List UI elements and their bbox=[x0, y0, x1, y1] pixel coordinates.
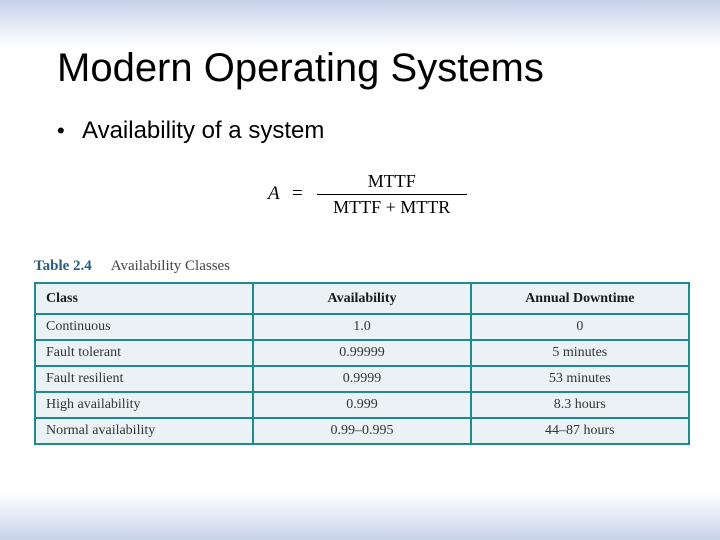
table-caption-title: Availability Classes bbox=[110, 258, 231, 274]
bottom-gradient-band bbox=[0, 492, 720, 540]
cell-annual-downtime: 5 minutes bbox=[471, 340, 689, 366]
header-class: Class bbox=[35, 283, 253, 314]
availability-formula bbox=[268, 170, 467, 218]
cell-availability: 0.999 bbox=[253, 392, 470, 418]
fraction-bar bbox=[317, 194, 467, 195]
cell-class: Continuous bbox=[35, 314, 253, 340]
cell-class: Normal availability bbox=[35, 418, 253, 444]
table-caption-number: Table 2.4 bbox=[34, 258, 92, 274]
cell-class: Fault resilient bbox=[35, 366, 253, 392]
cell-annual-downtime: 8.3 hours bbox=[471, 392, 689, 418]
bullet-dot-icon: • bbox=[57, 118, 65, 143]
header-annual-downtime: Annual Downtime bbox=[471, 283, 689, 314]
cell-class: High availability bbox=[35, 392, 253, 418]
cell-availability: 1.0 bbox=[253, 314, 470, 340]
cell-availability: 0.99–0.995 bbox=[253, 418, 470, 444]
cell-availability: 0.99999 bbox=[253, 340, 470, 366]
cell-annual-downtime: 0 bbox=[471, 314, 689, 340]
table-row bbox=[35, 314, 689, 340]
table-row bbox=[35, 418, 689, 444]
formula-numerator: MTTF bbox=[367, 171, 416, 191]
cell-annual-downtime: 44–87 hours bbox=[471, 418, 689, 444]
header-availability: Availability bbox=[253, 283, 470, 314]
table-row bbox=[35, 392, 689, 418]
formula-fraction bbox=[317, 170, 467, 218]
top-gradient-band bbox=[0, 0, 720, 48]
table-row bbox=[35, 366, 689, 392]
table-row bbox=[35, 340, 689, 366]
cell-class: Fault tolerant bbox=[35, 340, 253, 366]
formula-lhs: A bbox=[268, 183, 280, 204]
slide-title: Modern Operating Systems bbox=[57, 46, 544, 90]
bullet-text: Availability of a system bbox=[82, 117, 325, 144]
formula-denominator: MTTF + MTTR bbox=[333, 197, 451, 217]
availability-classes-table bbox=[34, 282, 690, 445]
formula-equals: = bbox=[292, 183, 303, 204]
bullet-item bbox=[57, 115, 324, 147]
table-header-row bbox=[35, 283, 689, 314]
cell-annual-downtime: 53 minutes bbox=[471, 366, 689, 392]
table-caption bbox=[34, 256, 230, 276]
cell-availability: 0.9999 bbox=[253, 366, 470, 392]
